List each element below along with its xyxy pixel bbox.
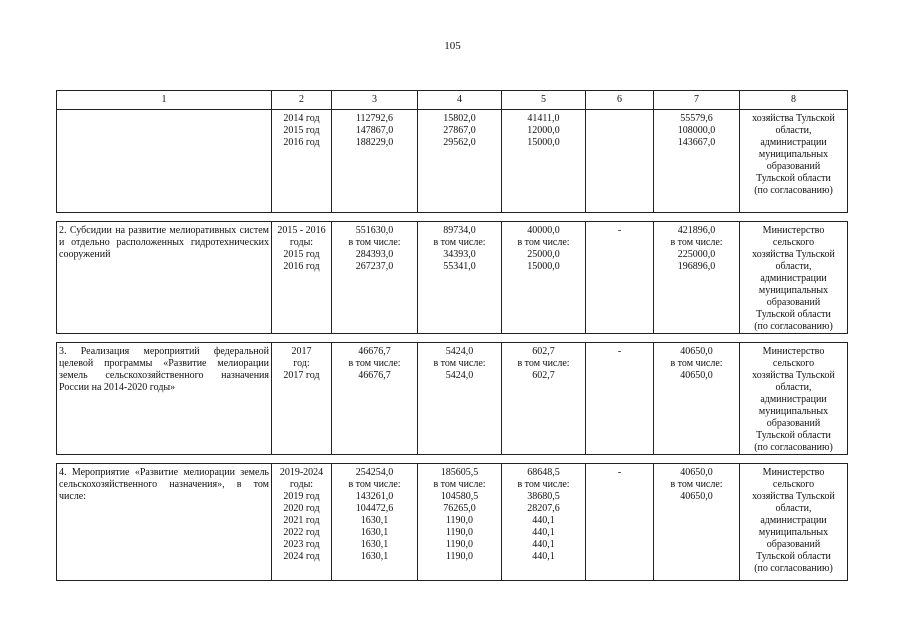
regional-budget-cell	[502, 222, 586, 334]
other-sources-cell-line: 108000,0	[677, 125, 716, 136]
regional-budget-cell-line: 28207,6	[527, 503, 560, 514]
table-row	[57, 343, 848, 455]
period-cell-line: 2019 год	[283, 491, 320, 502]
other-sources-cell	[654, 343, 740, 455]
table-row	[57, 110, 848, 213]
other-sources-cell-line: 225000,0	[677, 249, 716, 260]
period-cell-line: 2015 год	[283, 249, 320, 260]
executor-cell-line: хозяйства Тульской	[752, 249, 835, 260]
executor-cell	[740, 343, 848, 455]
period-cell-line: 2024 год	[283, 551, 320, 562]
total-cell	[332, 222, 418, 334]
total-cell	[332, 464, 418, 581]
period-cell-line: 2014 год	[283, 113, 320, 124]
local-budget-cell	[586, 110, 654, 213]
federal-budget-cell-line: в том числе:	[433, 358, 486, 369]
executor-cell-line: (по согласованию)	[754, 442, 833, 453]
regional-budget-cell-line: 602,7	[532, 370, 555, 381]
activity-name-cell	[57, 110, 272, 213]
total-cell-line: в том числе:	[348, 237, 401, 248]
row-gap-cell	[57, 455, 848, 464]
executor-cell-line: Министерство	[762, 225, 825, 236]
executor-cell-line: хозяйства Тульской	[752, 113, 835, 124]
total-cell-line: 46676,7	[358, 346, 391, 357]
total-cell-line: 254254,0	[355, 467, 394, 478]
other-sources-cell-line: 40650,0	[680, 370, 713, 381]
federal-budget-cell-line: в том числе:	[433, 479, 486, 490]
other-sources-cell-line: 40650,0	[680, 467, 713, 478]
executor-cell-line: Тульской области	[756, 551, 831, 562]
executor-cell-line: (по согласованию)	[754, 321, 833, 332]
regional-budget-cell-line: 440,1	[532, 515, 555, 526]
executor-cell-line: хозяйства Тульской	[752, 370, 835, 381]
federal-budget-cell	[418, 222, 502, 334]
row-gap	[57, 334, 848, 343]
column-header: 2	[272, 91, 332, 110]
total-cell-line: в том числе:	[348, 358, 401, 369]
total-cell-line: 143261,0	[355, 491, 394, 502]
activity-name-cell: 3. Реализация мероприятий федеральной целевой программы «Развитие мелиорации земель сельскохозяйственного назначения России на 2014-2020 годы»	[57, 343, 272, 455]
period-cell-line: 2017 год	[283, 370, 320, 381]
row-gap-cell	[57, 213, 848, 222]
period-cell-line: 2019-2024	[279, 467, 324, 478]
executor-cell-line: образований	[766, 161, 821, 172]
column-header: 8	[740, 91, 848, 110]
federal-budget-cell-line: 76265,0	[443, 503, 476, 514]
total-cell-line: 104472,6	[355, 503, 394, 514]
federal-budget-cell-line: 89734,0	[443, 225, 476, 236]
federal-budget-cell-line: 1190,0	[445, 539, 474, 550]
regional-budget-cell-line: 602,7	[532, 346, 555, 357]
total-cell-line: 1630,1	[360, 539, 389, 550]
other-sources-cell	[654, 110, 740, 213]
column-header: 4	[418, 91, 502, 110]
total-cell	[332, 110, 418, 213]
executor-cell-line: (по согласованию)	[754, 185, 833, 196]
local-budget-cell: -	[586, 222, 654, 334]
other-sources-cell-line: 421896,0	[677, 225, 716, 236]
total-cell-line: 188229,0	[355, 137, 394, 148]
federal-budget-cell-line: 27867,0	[443, 125, 476, 136]
federal-budget-cell-line: 1190,0	[445, 551, 474, 562]
executor-cell-line: (по согласованию)	[754, 563, 833, 574]
column-header: 7	[654, 91, 740, 110]
period-cell-line: 2016 год	[283, 137, 320, 148]
executor-cell-line: сельского	[772, 358, 815, 369]
total-cell-line: 284393,0	[355, 249, 394, 260]
local-budget-cell: -	[586, 464, 654, 581]
other-sources-cell-line: 196896,0	[677, 261, 716, 272]
column-header: 6	[586, 91, 654, 110]
period-cell-line: год:	[293, 358, 310, 369]
executor-cell-line: муниципальных	[758, 149, 829, 160]
executor-cell-line: образований	[766, 418, 821, 429]
activity-name-cell: 4. Мероприятие «Развитие мелиорации земель сельскохозяйственного назначения», в том числе:	[57, 464, 272, 581]
column-number-row	[57, 91, 848, 110]
executor-cell-line: образований	[766, 297, 821, 308]
regional-budget-cell-line: 41411,0	[527, 113, 560, 124]
regional-budget-cell-line: 440,1	[532, 539, 555, 550]
program-table	[56, 90, 848, 581]
period-cell-line: годы:	[289, 479, 314, 490]
executor-cell-line: администрации	[760, 273, 827, 284]
executor-cell-line: образований	[766, 539, 821, 550]
executor-cell-line: Министерство	[762, 346, 825, 357]
total-cell-line: 267237,0	[355, 261, 394, 272]
regional-budget-cell	[502, 343, 586, 455]
executor-cell	[740, 110, 848, 213]
other-sources-cell-line: в том числе:	[670, 237, 723, 248]
executor-cell-line: Тульской области	[756, 430, 831, 441]
period-cell-line: 2016 год	[283, 261, 320, 272]
federal-budget-cell-line: 5424,0	[445, 346, 474, 357]
period-cell	[272, 222, 332, 334]
period-cell-line: 2021 год	[283, 515, 320, 526]
other-sources-cell-line: в том числе:	[670, 358, 723, 369]
executor-cell-line: Министерство	[762, 467, 825, 478]
regional-budget-cell	[502, 110, 586, 213]
period-cell-line: годы:	[289, 237, 314, 248]
period-cell-line: 2017	[291, 346, 312, 357]
period-cell	[272, 464, 332, 581]
executor-cell-line: области,	[775, 125, 812, 136]
executor-cell-line: сельского	[772, 237, 815, 248]
executor-cell-line: области,	[775, 382, 812, 393]
regional-budget-cell-line: в том числе:	[517, 358, 570, 369]
regional-budget-cell-line: 38680,5	[527, 491, 560, 502]
executor-cell-line: сельского	[772, 479, 815, 490]
regional-budget-cell-line: 40000,0	[527, 225, 560, 236]
executor-cell-line: Тульской области	[756, 309, 831, 320]
federal-budget-cell-line: 1190,0	[445, 515, 474, 526]
column-header: 5	[502, 91, 586, 110]
regional-budget-cell-line: 25000,0	[527, 249, 560, 260]
total-cell-line: 112792,6	[355, 113, 394, 124]
other-sources-cell-line: 143667,0	[677, 137, 716, 148]
executor-cell-line: администрации	[760, 515, 827, 526]
total-cell-line: 147867,0	[355, 125, 394, 136]
column-header: 1	[57, 91, 272, 110]
period-cell	[272, 343, 332, 455]
row-gap	[57, 455, 848, 464]
regional-budget-cell-line: 15000,0	[527, 137, 560, 148]
executor-cell-line: Тульской области	[756, 173, 831, 184]
executor-cell-line: области,	[775, 261, 812, 272]
regional-budget-cell-line: 440,1	[532, 527, 555, 538]
regional-budget-cell-line: в том числе:	[517, 479, 570, 490]
local-budget-cell: -	[586, 343, 654, 455]
federal-budget-cell	[418, 464, 502, 581]
other-sources-cell	[654, 222, 740, 334]
period-cell-line: 2015 год	[283, 125, 320, 136]
total-cell-line: 551630,0	[355, 225, 394, 236]
total-cell-line: 1630,1	[360, 527, 389, 538]
regional-budget-cell-line: 15000,0	[527, 261, 560, 272]
other-sources-cell	[654, 464, 740, 581]
federal-budget-cell-line: 15802,0	[443, 113, 476, 124]
executor-cell-line: области,	[775, 503, 812, 514]
total-cell-line: 46676,7	[358, 370, 391, 381]
regional-budget-cell	[502, 464, 586, 581]
column-header: 3	[332, 91, 418, 110]
executor-cell-line: муниципальных	[758, 527, 829, 538]
total-cell-line: 1630,1	[360, 515, 389, 526]
regional-budget-cell-line: 68648,5	[527, 467, 560, 478]
total-cell	[332, 343, 418, 455]
federal-budget-cell	[418, 343, 502, 455]
executor-cell-line: администрации	[760, 394, 827, 405]
federal-budget-cell-line: 185605,5	[440, 467, 479, 478]
period-cell	[272, 110, 332, 213]
federal-budget-cell-line: 34393,0	[443, 249, 476, 260]
executor-cell	[740, 222, 848, 334]
total-cell-line: 1630,1	[360, 551, 389, 562]
executor-cell-line: администрации	[760, 137, 827, 148]
period-cell-line: 2023 год	[283, 539, 320, 550]
other-sources-cell-line: в том числе:	[670, 479, 723, 490]
regional-budget-cell-line: 12000,0	[527, 125, 560, 136]
activity-name-cell: 2. Субсидии на развитие мелиоративных систем и отдельно расположенных гидротехнических сооружений	[57, 222, 272, 334]
row-gap	[57, 213, 848, 222]
federal-budget-cell-line: 1190,0	[445, 527, 474, 538]
regional-budget-cell-line: в том числе:	[517, 237, 570, 248]
page-number: 105	[444, 40, 461, 52]
regional-budget-cell-line: 440,1	[532, 551, 555, 562]
executor-cell	[740, 464, 848, 581]
federal-budget-cell-line: в том числе:	[433, 237, 486, 248]
federal-budget-cell-line: 104580,5	[440, 491, 479, 502]
federal-budget-cell-line: 55341,0	[443, 261, 476, 272]
other-sources-cell-line: 55579,6	[680, 113, 713, 124]
period-cell-line: 2020 год	[283, 503, 320, 514]
table-row	[57, 222, 848, 334]
row-gap-cell	[57, 334, 848, 343]
executor-cell-line: муниципальных	[758, 406, 829, 417]
federal-budget-cell-line: 5424,0	[445, 370, 474, 381]
other-sources-cell-line: 40650,0	[680, 346, 713, 357]
period-cell-line: 2015 - 2016	[277, 225, 326, 236]
federal-budget-cell-line: 29562,0	[443, 137, 476, 148]
period-cell-line: 2022 год	[283, 527, 320, 538]
other-sources-cell-line: 40650,0	[680, 491, 713, 502]
total-cell-line: в том числе:	[348, 479, 401, 490]
executor-cell-line: муниципальных	[758, 285, 829, 296]
federal-budget-cell	[418, 110, 502, 213]
executor-cell-line: хозяйства Тульской	[752, 491, 835, 502]
table-row	[57, 464, 848, 581]
